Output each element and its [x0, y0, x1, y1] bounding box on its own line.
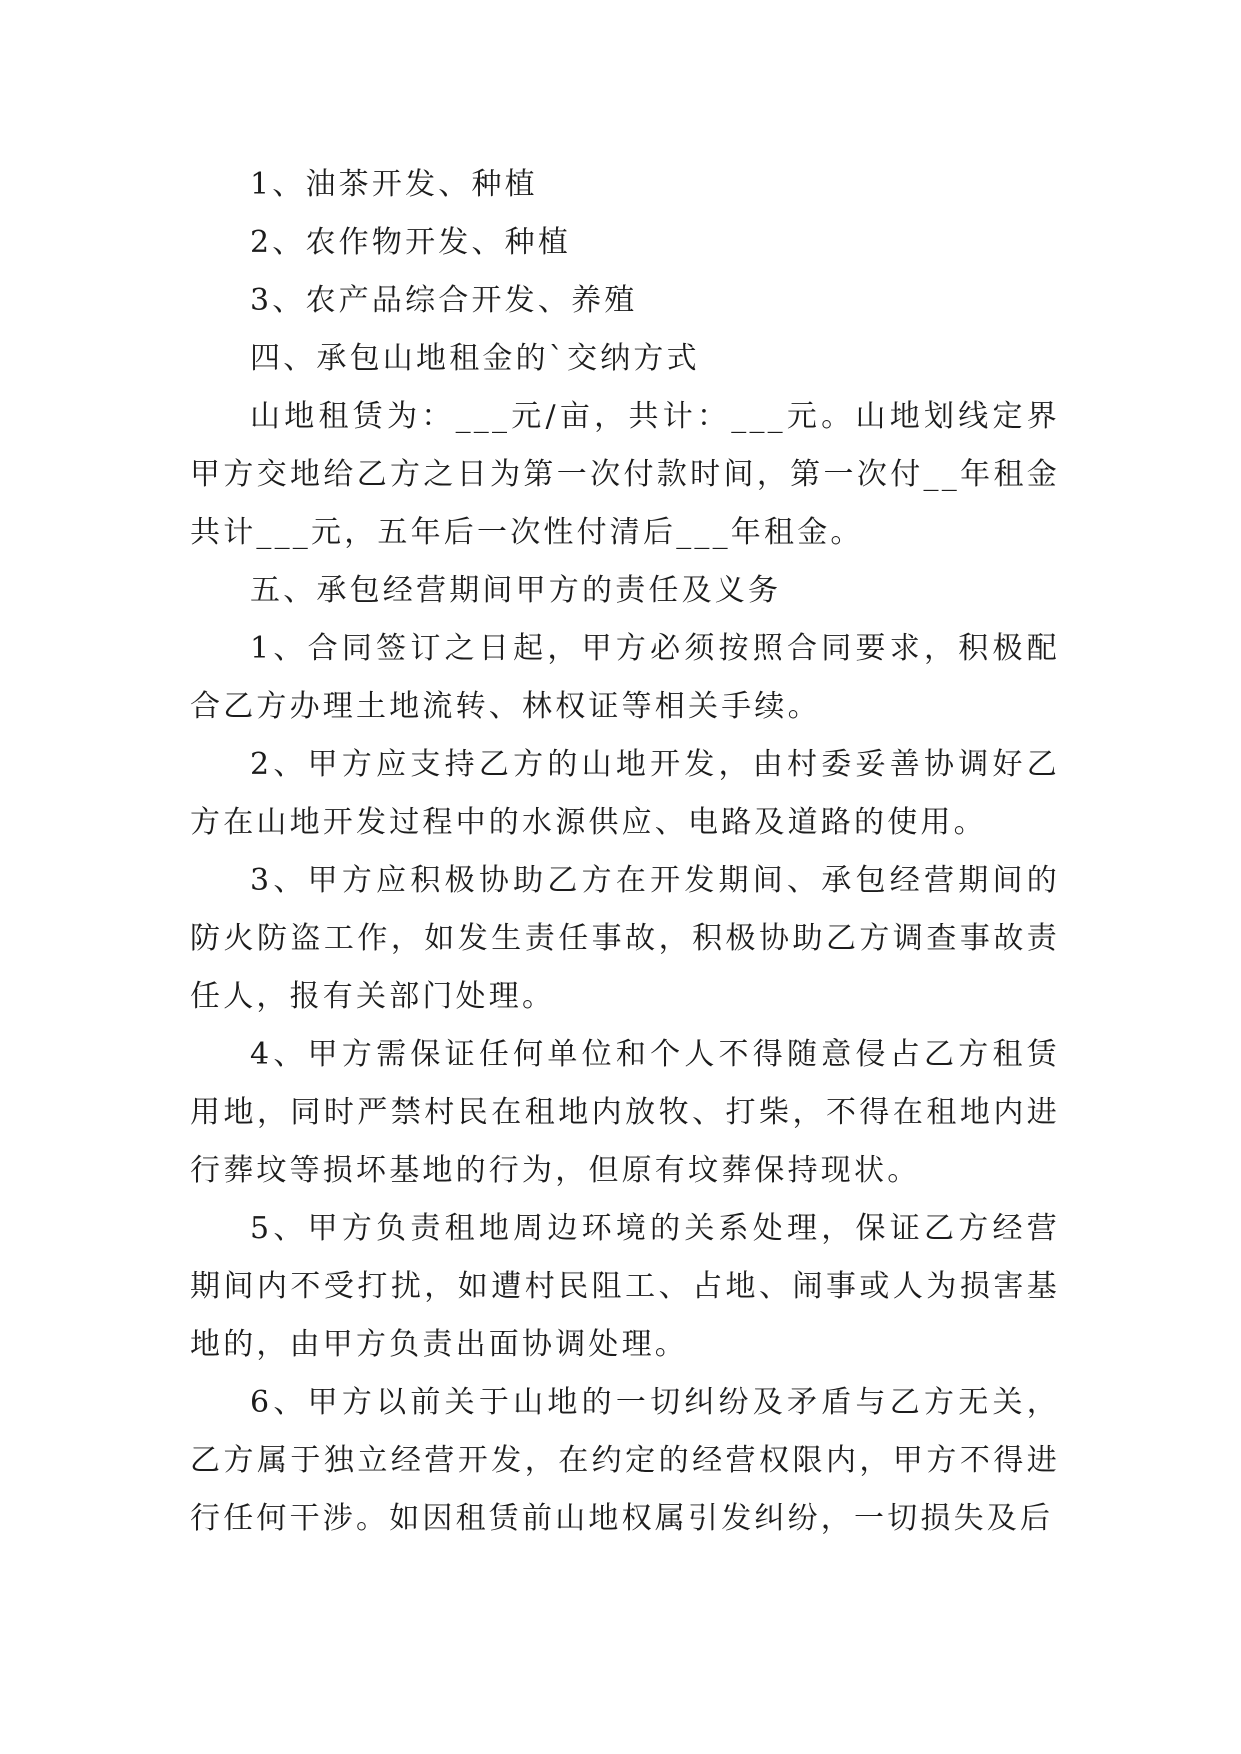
paragraph-duty-2: 2、甲方应支持乙方的山地开发，由村委妥善协调好乙方在山地开发过程中的水源供应、电路及道路的使用。 — [190, 747, 1060, 840]
paragraph-duty-4: 4、甲方需保证任何单位和个人不得随意侵占乙方租赁用地，同时严禁村民在租地内放牧、打柴，不得在租地内进行葬坟等损坏基地的行为，但原有坟葬保持现状。 — [190, 1037, 1060, 1188]
paragraph-duty-6: 6、甲方以前关于山地的一切纠纷及矛盾与乙方无关，乙方属于独立经营开发，在约定的经营权限内，甲方不得进行任何干涉。如因租赁前山地权属引发纠纷，一切损失及后 — [190, 1385, 1060, 1536]
paragraph-duty-3: 3、甲方应积极协助乙方在开发期间、承包经营期间的防火防盗工作，如发生责任事故，积极协助乙方调查事故责任人，报有关部门处理。 — [190, 863, 1060, 1014]
paragraph-item-1: 1、油茶开发、种植 — [250, 167, 538, 202]
paragraph-duty-5: 5、甲方负责租地周边环境的关系处理，保证乙方经营期间内不受打扰，如遭村民阻工、占地、闹事或人为损害基地的，由甲方负责出面协调处理。 — [190, 1211, 1060, 1362]
document-body — [190, 156, 1060, 1548]
section-heading-5: 五、承包经营期间甲方的责任及义务 — [250, 573, 782, 608]
section-heading-4: 四、承包山地租金的`交纳方式 — [250, 341, 700, 376]
paragraph-item-2: 2、农作物开发、种植 — [250, 225, 572, 260]
paragraph-item-3: 3、农产品综合开发、养殖 — [250, 283, 638, 318]
paragraph-duty-1: 1、合同签订之日起，甲方必须按照合同要求，积极配合乙方办理土地流转、林权证等相关手续。 — [190, 631, 1060, 724]
paragraph-rent: 山地租赁为：___元/亩，共计：___元。山地划线定界甲方交地给乙方之日为第一次付款时间，第一次付__年租金共计___元，五年后一次性付清后___年租金。 — [190, 399, 1060, 550]
